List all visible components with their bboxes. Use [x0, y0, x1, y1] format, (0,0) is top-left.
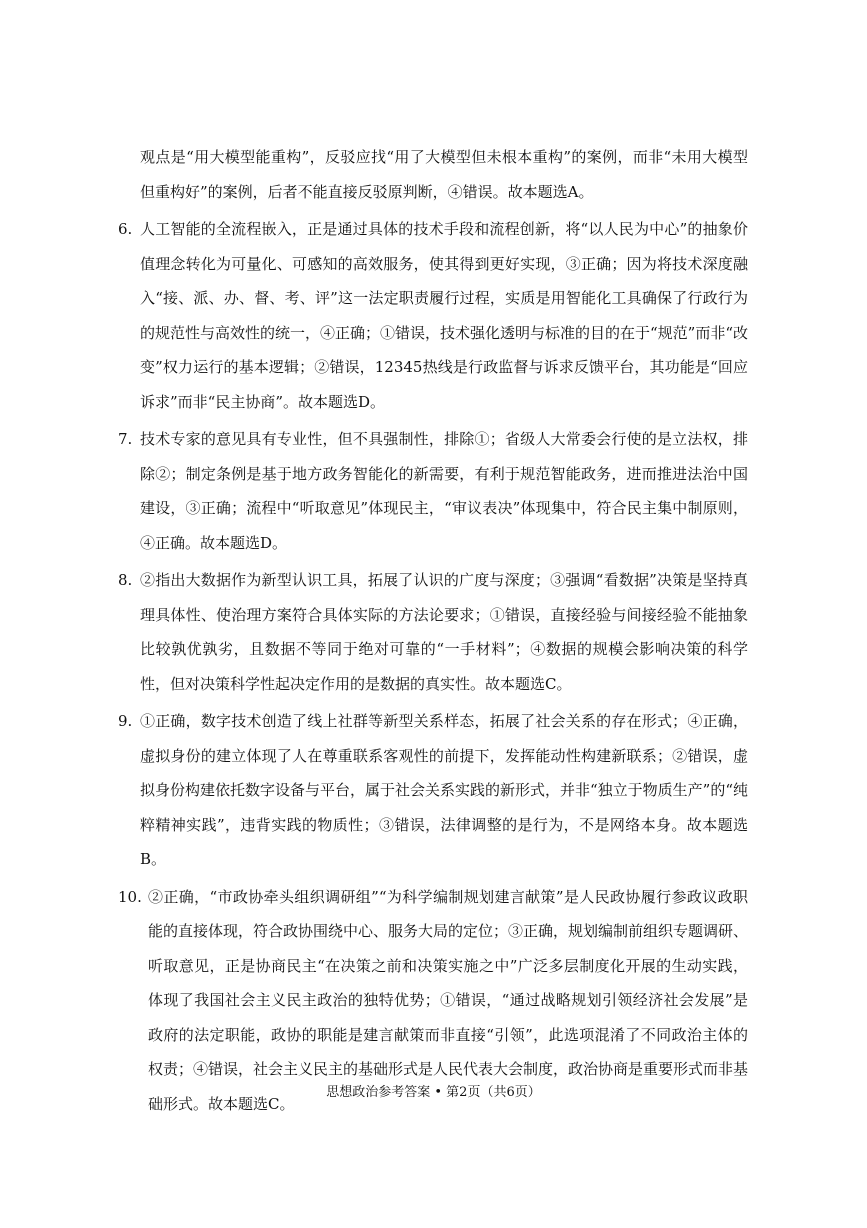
answer-item-8 [118, 563, 748, 701]
answer-content [118, 140, 748, 1121]
answer-item-6 [118, 212, 748, 419]
continuation-paragraph: 观点是“用大模型能重构”，反驳应找“用了大模型但未根本重构”的案例，而非“未用大模型但重构好”的案例，后者不能直接反驳原判断，④错误。故本题选A。 [140, 148, 748, 201]
answer-number: 7. [118, 430, 133, 448]
answer-text: 人工智能的全流程嵌入，正是通过具体的技术手段和流程创新，将“以人民为中心”的抽象价值理念转化为可量化、可感知的高效服务，使其得到更好实现，③正确；因为将技术深度融入“接、派、办、督、考、评”这一法定职责履行过程，实质是用智能化工具确保了行政行为的规范性与高效性的统一，④正确；①错误，技术强化透明与标准的目的在于“规范”而非“改变”权力运行的基本逻辑；②错误，12345热线是行政监督与诉求反馈平台，其功能是“回应诉求”而非“民主协商”。故本题选D。 [140, 220, 749, 411]
answer-text: ②正确，“市政协牵头组织调研组”“为科学编制规划建言献策”是人民政协履行参政议政职能的直接体现，符合政协围绕中心、服务大局的定位；③正确，规划编制前组织专题调研、听取意见，正是协商民主“在决策之前和决策实施之中”广泛多层制度化开展的生动实践，体现了我国社会主义民主政治的独特优势；①错误，“通过战略规划引领经济社会发展”是政府的法定职能，政协的职能是建言献策而非直接“引领”，此选项混淆了不同政治主体的权责；④错误，社会主义民主的基础形式是人民代表大会制度，政治协商是重要形式而非基础形式。故本题选C。 [148, 887, 749, 1113]
answer-number: 10. [118, 887, 142, 906]
answer-number: 6. [118, 220, 133, 238]
answer-text: 技术专家的意见具有专业性，但不具强制性，排除①；省级人大常委会行使的是立法权，排除②；制定条例是基于地方政务智能化的新需要，有利于规范智能政务，进而推进法治中国建设，③正确；流程中“听取意见”体现民主，“审议表决”体现集中，符合民主集中制原则，④正确。故本题选D。 [140, 430, 748, 552]
answer-text: ②指出大数据作为新型认识工具，拓展了认识的广度与深度；③强调“看数据”决策是坚持真理具体性、使治理方案符合具体实际的方法论要求；①错误，直接经验与间接经验不能抽象比较孰优孰劣，且数据不等同于绝对可靠的“一手材料”；④数据的规模会影响决策的科学性，但对决策科学性起决定作用的是数据的真实性。故本题选C。 [140, 571, 748, 693]
answer-text: ①正确，数字技术创造了线上社群等新型关系样态，拓展了社会关系的存在形式；④正确，虚拟身份的建立体现了人在尊重联系客观性的前提下，发挥能动性构建新联系；②错误，虚拟身份构建依托数字设备与平台，属于社会关系实践的新形式，并非“独立于物质生产”的“纯粹精神实践”，违背实践的物质性；③错误，法律调整的是行为，不是网络本身。故本题选B。 [140, 712, 749, 868]
answer-number: 9. [118, 712, 133, 730]
page-footer: 思想政治参考答案 • 第2页（共6页） [326, 1085, 541, 1100]
answer-item-9 [118, 704, 748, 877]
answer-number: 8. [118, 571, 133, 589]
answer-item-7 [118, 422, 748, 560]
